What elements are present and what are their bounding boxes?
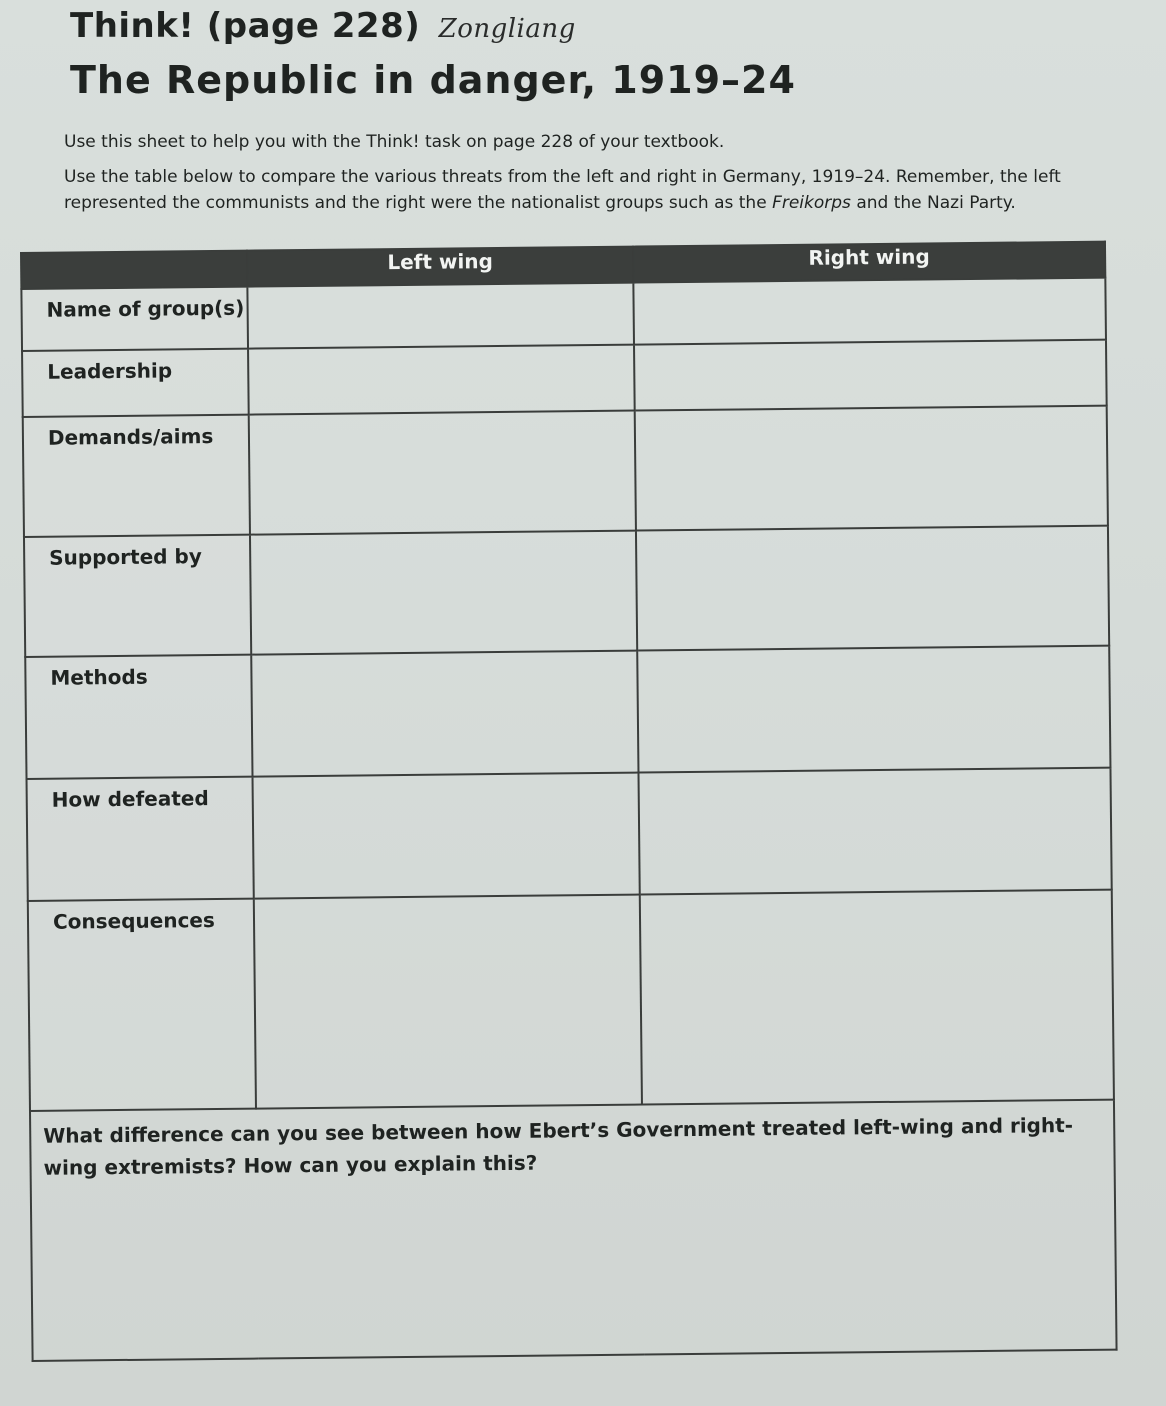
title-text: Think! (page 228)	[70, 6, 421, 46]
table-row-name-of-groups	[21, 278, 1106, 351]
row-label: Supported by	[24, 535, 251, 657]
header-row-label	[21, 251, 247, 289]
worksheet-title	[70, 6, 576, 46]
right-wing-answer-cell[interactable]	[634, 340, 1107, 411]
right-wing-answer-cell[interactable]	[633, 278, 1106, 345]
table-row-supported-by	[24, 526, 1109, 657]
left-wing-answer-cell[interactable]	[254, 895, 642, 1109]
table-row-consequences	[28, 890, 1114, 1111]
instruction-italic-term: Freikorps	[772, 193, 851, 213]
left-wing-answer-cell[interactable]	[248, 345, 635, 415]
left-wing-answer-cell[interactable]	[249, 411, 636, 535]
left-wing-answer-cell[interactable]	[247, 283, 634, 349]
right-wing-answer-cell[interactable]	[637, 646, 1110, 773]
row-label: Demands/aims	[23, 415, 250, 537]
header-left-wing: Left wing	[247, 247, 633, 287]
row-label: Leadership	[22, 349, 249, 417]
instruction-line-1: Use this sheet to help you with the Think! task on page 228 of your textbook.	[64, 132, 725, 152]
table-row-methods	[25, 646, 1110, 779]
row-label: Consequences	[28, 899, 256, 1111]
row-label: How defeated	[27, 777, 254, 901]
right-wing-answer-cell[interactable]	[636, 526, 1109, 651]
right-wing-answer-cell[interactable]	[640, 890, 1114, 1105]
instruction-line-2-start: Use the table below to compare the various threats from the left and right in Germany, 1919–24. Remember, the left represented the communists and the right were the nationalist groups such as the	[64, 167, 1061, 213]
table-row-how-defeated	[27, 768, 1112, 901]
right-wing-answer-cell[interactable]	[638, 768, 1111, 895]
question-row	[30, 1100, 1117, 1361]
row-label: Name of group(s)	[21, 287, 248, 351]
question-answer-box[interactable]	[30, 1100, 1117, 1361]
table-row-leadership	[22, 340, 1107, 417]
table-row-demands-aims	[23, 406, 1108, 537]
left-wing-answer-cell[interactable]	[253, 773, 640, 899]
left-wing-answer-cell[interactable]	[250, 531, 637, 655]
right-wing-answer-cell[interactable]	[635, 406, 1108, 531]
instructions	[64, 130, 1074, 216]
instruction-line-2	[64, 164, 1074, 216]
header-right-wing: Right wing	[633, 242, 1105, 283]
question-text: What difference can you see between how Ebert’s Government treated left-wing and right-wing extremists? How can you explain this?	[43, 1113, 1074, 1180]
row-label: Methods	[25, 655, 252, 779]
worksheet-subtitle: The Republic in danger, 1919–24	[70, 58, 796, 102]
handwritten-student-name: Zongliang	[438, 14, 576, 44]
left-wing-answer-cell[interactable]	[251, 651, 638, 777]
instruction-line-2-end: and the Nazi Party.	[850, 193, 1016, 213]
comparison-table	[20, 241, 1118, 1362]
